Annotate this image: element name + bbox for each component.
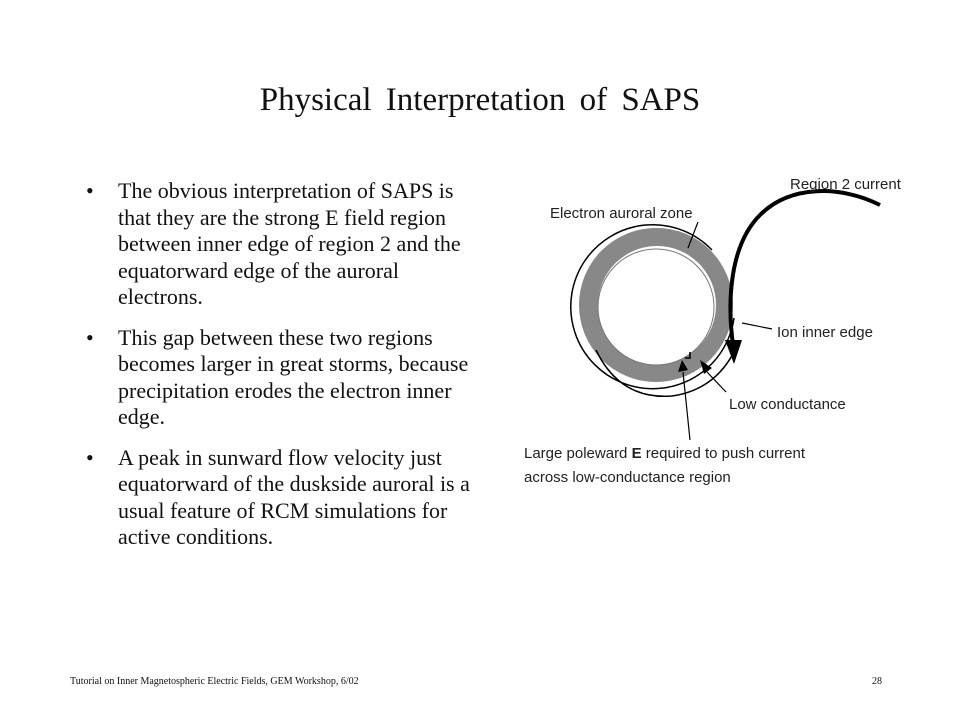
slide-title: Physical Interpretation of SAPS — [259, 82, 701, 118]
page-number: 28 — [872, 676, 882, 687]
saps-diagram — [515, 165, 935, 495]
label-low-conductance: Low conductance — [729, 396, 846, 413]
label-large-poleward-e: E — [631, 445, 642, 462]
label-large-poleward-suffix: required to push current — [641, 445, 806, 462]
bullet-marker: • — [86, 178, 94, 203]
polar-cap-hole — [598, 249, 714, 365]
bullet-item — [86, 445, 486, 551]
label-across-region: across low-conductance region — [524, 469, 731, 486]
bullet-marker: • — [86, 444, 94, 470]
label-region2-current: Region 2 current — [790, 176, 901, 193]
region2-current-arrow — [730, 191, 880, 345]
bullet-text: This gap between these two regions becomes larger in great storms, because precipitation erodes the electron inner edge. — [118, 324, 469, 429]
label-electron-auroral-zone: Electron auroral zone — [550, 205, 693, 222]
bullet-list — [86, 178, 486, 565]
region2-current-arrowhead — [725, 340, 742, 364]
label-large-poleward — [524, 445, 806, 462]
bullet-item — [86, 325, 486, 431]
label-ion-inner-edge: Ion inner edge — [777, 324, 873, 341]
footer-text: Tutorial on Inner Magnetospheric Electric Fields, GEM Workshop, 6/02 — [70, 676, 359, 687]
label-large-poleward-prefix: Large poleward — [524, 445, 632, 462]
bullet-text: The obvious interpretation of SAPS is that they are the strong E field region between inner edge of region 2 and the equatorward edge of the auroral electrons. — [118, 178, 461, 309]
bullet-marker: • — [86, 324, 94, 350]
bullet-item — [86, 178, 486, 311]
bullet-text: A peak in sunward flow velocity just equatorward of the duskside auroral is a usual feature of RCM simulations for active conditions. — [118, 444, 470, 549]
leader-ion-inner-edge — [742, 323, 772, 329]
